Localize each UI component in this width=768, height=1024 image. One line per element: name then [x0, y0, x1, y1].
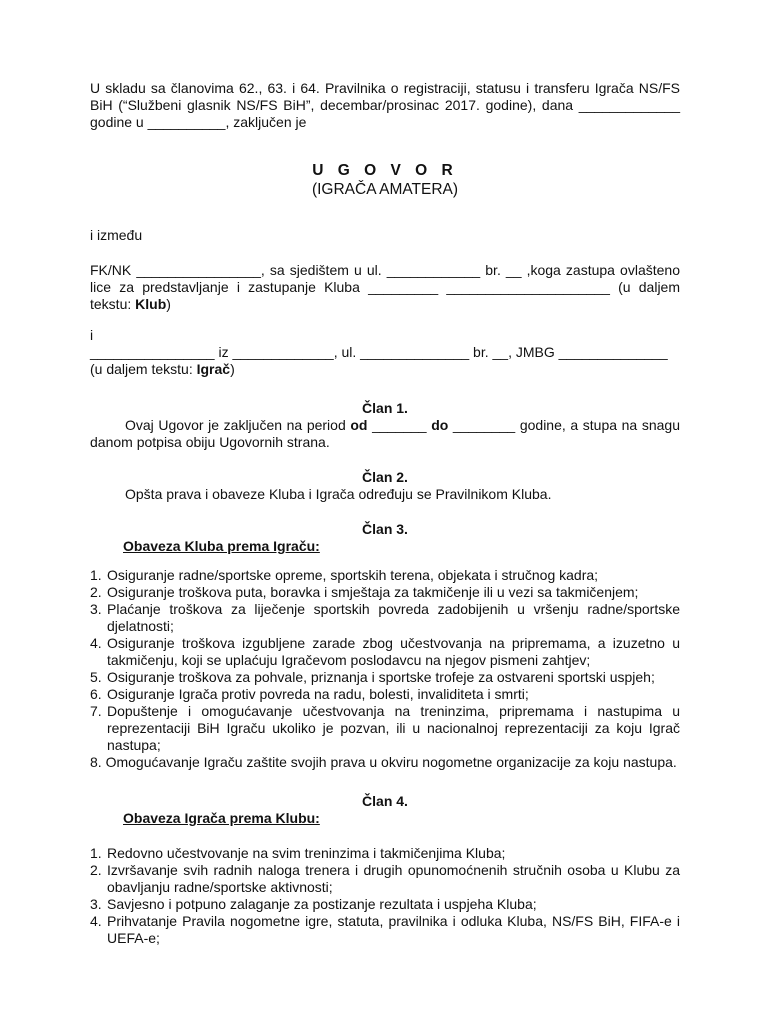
clan-4-heading: Član 4.	[362, 793, 408, 809]
list-item	[90, 584, 680, 601]
club-party-paragraph	[90, 262, 680, 313]
list-item	[90, 913, 680, 947]
player-term: Igrač	[196, 361, 231, 377]
club-party-end: )	[166, 296, 171, 312]
document-subtitle: (IGRAČA AMATERA)	[311, 181, 459, 198]
list-item	[90, 686, 680, 703]
player-ref	[90, 361, 680, 378]
clan-1-text	[90, 417, 680, 451]
item-number: 4.	[90, 913, 102, 929]
item-text: Osiguranje troškova izgubljene zarade zbog učestvovanja na pripremama, a izuzetno u takmičenju, koji se uplaćuju Igračevom poslodavcu na njegov pismeni zahtjev;	[107, 635, 680, 668]
item-text: Osiguranje troškova puta, boravka i smještaja za takmičenje ili u vezi sa takmičenjem;	[107, 584, 639, 600]
clan-1-heading: Član 1.	[362, 400, 408, 416]
list-item	[90, 669, 680, 686]
player-party-text: ________________ iz _____________, ul. ______________ br. __, JMBG ______________	[90, 344, 668, 360]
item-number: 5.	[90, 669, 102, 685]
item-text: Osiguranje Igrača protiv povreda na radu, bolesti, invaliditeta i smrti;	[107, 686, 529, 702]
club-term: Klub	[135, 296, 167, 312]
clan-2-text: Opšta prava i obaveze Kluba i Igrača određuju se Pravilnikom Kluba.	[125, 486, 552, 502]
clan-2-heading: Član 2.	[362, 469, 408, 485]
item-text: Osiguranje radne/sportske opreme, sportskih terena, objekata i stručnog kadra;	[107, 567, 599, 583]
intro-paragraph: U skladu sa članovima 62., 63. i 64. Pravilnika o registraciji, statusu i transferu Igrača NS/FS BiH (“Službeni glasnik NS/FS BiH”, decembar/prosinac 2017. godine), dana _____________ godine u __________, zaključen je	[90, 80, 680, 130]
item-number: 3.	[90, 896, 102, 912]
item-text: Plaćanje troškova za liječenje sportskih povreda zadobijenih u vršenju radne/sportske djelatnosti;	[107, 601, 680, 634]
list-item	[90, 601, 680, 635]
item-text: Prihvatanje Pravila nogometne igre, statuta, pravilnika i odluka Kluba, NS/FS BiH, FIFA-e i UEFA-e;	[107, 913, 680, 946]
list-item	[90, 896, 680, 913]
item-number: 6.	[90, 686, 102, 702]
clan-1-part2: _______	[367, 417, 432, 433]
item-number: 7.	[90, 703, 102, 719]
item-number: 2.	[90, 862, 102, 878]
player-ref-text: (u daljem tekstu:	[90, 361, 197, 377]
list-item	[90, 845, 680, 862]
item-number: 3.	[90, 601, 102, 617]
and-text: i	[90, 327, 94, 343]
item-number: 1.	[90, 567, 102, 583]
item-number: 2.	[90, 584, 102, 600]
item-number: 8.	[90, 754, 102, 770]
contract-page	[90, 80, 680, 947]
list-item	[90, 703, 680, 754]
item-text: Savjesno i potpuno zalaganje za postizanje rezultata i uspjeha Kluba;	[107, 896, 537, 912]
clan-1-do: do	[431, 417, 449, 433]
document-title: U G O V O R	[312, 162, 458, 179]
item-text: Osiguranje troškova za pohvale, priznanja i sportske trofeje za ostvareni sportski uspjeh;	[107, 669, 655, 685]
clan-3-list	[90, 567, 680, 771]
clan-1-part3: ________ godine, a stupa na snagu danom potpisa obiju Ugovornih strana.	[90, 417, 680, 450]
item-text: Redovno učestvovanje na svim treninzima i takmičenjima Kluba;	[107, 845, 506, 861]
between-text: i između	[90, 227, 143, 243]
clan-3-section-title: Obaveza Kluba prema Igraču:	[123, 538, 320, 554]
club-party-text: FK/NK ________________, sa sjedištem u ul. ____________ br. __ ,koga zastupa ovlašteno lice za predstavljanje i zastupanje Kluba _________ _____________________ (u daljem tekstu:	[90, 262, 680, 312]
list-item	[90, 862, 680, 896]
list-item	[90, 567, 680, 584]
item-text: Dopuštenje i omogućavanje učestvovanja na treninzima, pripremama i nastupima u reprezentaciji BiH Igraču ukoliko je pozvan, ili u nacionalnoj reprezentaciji za koju Igrač nastupa;	[107, 703, 680, 753]
list-item	[90, 635, 680, 669]
item-number: 4.	[90, 635, 102, 651]
list-item	[90, 754, 680, 771]
clan-4-section-title: Obaveza Igrača prema Klubu:	[123, 810, 320, 826]
clan-1-part1: Ovaj Ugovor je zaključen na period	[125, 417, 351, 433]
item-text: Omogućavanje Igraču zaštite svojih prava u okviru nogometne organizacije za koju nastupa.	[105, 754, 677, 770]
player-party-paragraph	[90, 344, 680, 378]
item-text: Izvršavanje svih radnih naloga trenera i drugih opunomoćnenih stručnih osoba u Klubu za obavljanju radne/sportske aktivnosti;	[107, 862, 680, 895]
clan-3-heading: Član 3.	[362, 521, 408, 537]
clan-1-od: od	[350, 417, 368, 433]
player-ref-end: )	[230, 361, 235, 377]
clan-4-list	[90, 845, 680, 947]
item-number: 1.	[90, 845, 102, 861]
